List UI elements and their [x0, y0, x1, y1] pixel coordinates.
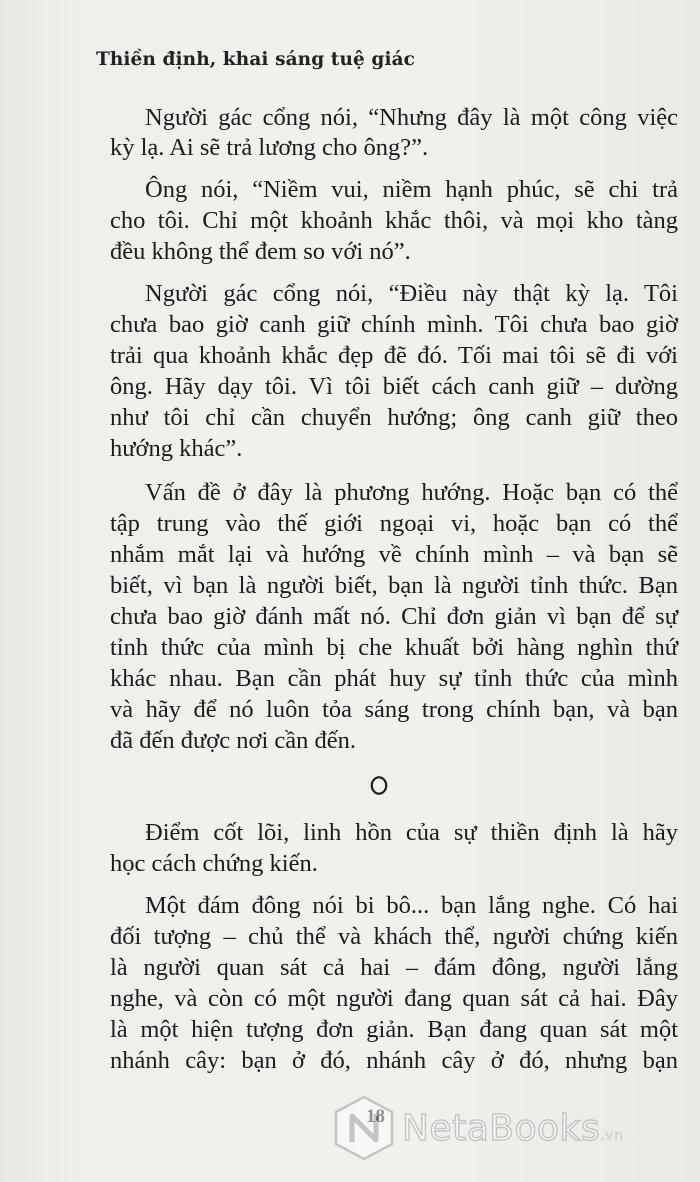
text-line: trải qua khoảnh khắc đẹp đẽ đó. Tối mai tôi sẽ đi với	[110, 342, 678, 369]
text-line: nhánh cây: bạn ở đó, nhánh cây ở đó, nhưng bạn	[110, 1047, 678, 1074]
watermark-text	[402, 1108, 623, 1149]
text-line: biết, vì bạn là người biết, bạn là người tỉnh thức. Bạn	[110, 572, 678, 599]
watermark-brand: NetaBooks	[402, 1108, 601, 1149]
text-line: kỳ lạ. Ai sẽ trả lương cho ông?”.	[110, 134, 429, 161]
text-line: tập trung vào thế giới ngoại vi, hoặc bạn có thể	[110, 510, 678, 537]
text-line: hướng khác”.	[110, 435, 243, 462]
text-line: cho tôi. Chỉ một khoảnh khắc thôi, và mọi kho tàng	[110, 207, 678, 234]
text-line: học cách chứng kiến.	[110, 850, 318, 877]
text-line: khác nhau. Bạn cần phát huy sự tỉnh thức của mình	[110, 665, 678, 692]
ring-ornament-icon	[370, 775, 388, 796]
text-line: Người gác cổng nói, “Nhưng đây là một công việc	[145, 104, 678, 131]
text-line: là người quan sát cả hai – đám đông, người lắng	[110, 954, 678, 981]
text-line: ông. Hãy dạy tôi. Vì tôi biết cách canh giữ – dường	[110, 373, 678, 400]
watermark	[332, 1094, 692, 1162]
text-line: đối tượng – chủ thể và khách thể, người chứng kiến	[110, 923, 678, 950]
text-line: nghe, và còn có một người đang quan sát cả hai. Đây	[110, 985, 678, 1012]
watermark-suffix: .vn	[600, 1128, 624, 1144]
text-line: Điểm cốt lõi, linh hồn của sự thiền định là hãy	[145, 819, 678, 846]
text-line: đã đến được nơi cần đến.	[110, 727, 356, 754]
text-line: là một hiện tượng đơn giản. Bạn đang quan sát một	[110, 1016, 678, 1043]
text-line: Vấn đề ở đây là phương hướng. Hoặc bạn có thể	[145, 479, 678, 506]
text-line: và hãy để nó luôn tỏa sáng trong chính bạn, và bạn	[110, 696, 678, 723]
text-line: chưa bao giờ đánh mất nó. Chỉ đơn giản vì bạn để sự	[110, 603, 678, 630]
text-line: như tôi chỉ cần chuyển hướng; ông canh giữ theo	[110, 404, 678, 431]
text-line: tỉnh thức của mình bị che khuất bởi hàng nghìn thứ	[110, 634, 678, 661]
text-line: Người gác cổng nói, “Điều này thật kỳ lạ. Tôi	[145, 280, 678, 307]
text-line: Ông nói, “Niềm vui, niềm hạnh phúc, sẽ chi trả	[145, 176, 678, 203]
text-line: đều không thể đem so với nó”.	[110, 238, 411, 265]
text-line: chưa bao giờ canh giữ chính mình. Tôi chưa bao giờ	[110, 311, 678, 338]
netabooks-logo-icon	[332, 1094, 396, 1162]
text-line: nhắm mắt lại và hướng về chính mình – và bạn sẽ	[110, 541, 678, 568]
text-line: Một đám đông nói bi bô... bạn lắng nghe. Có hai	[145, 892, 678, 919]
running-head-title: Thiền định, khai sáng tuệ giác	[96, 49, 416, 70]
